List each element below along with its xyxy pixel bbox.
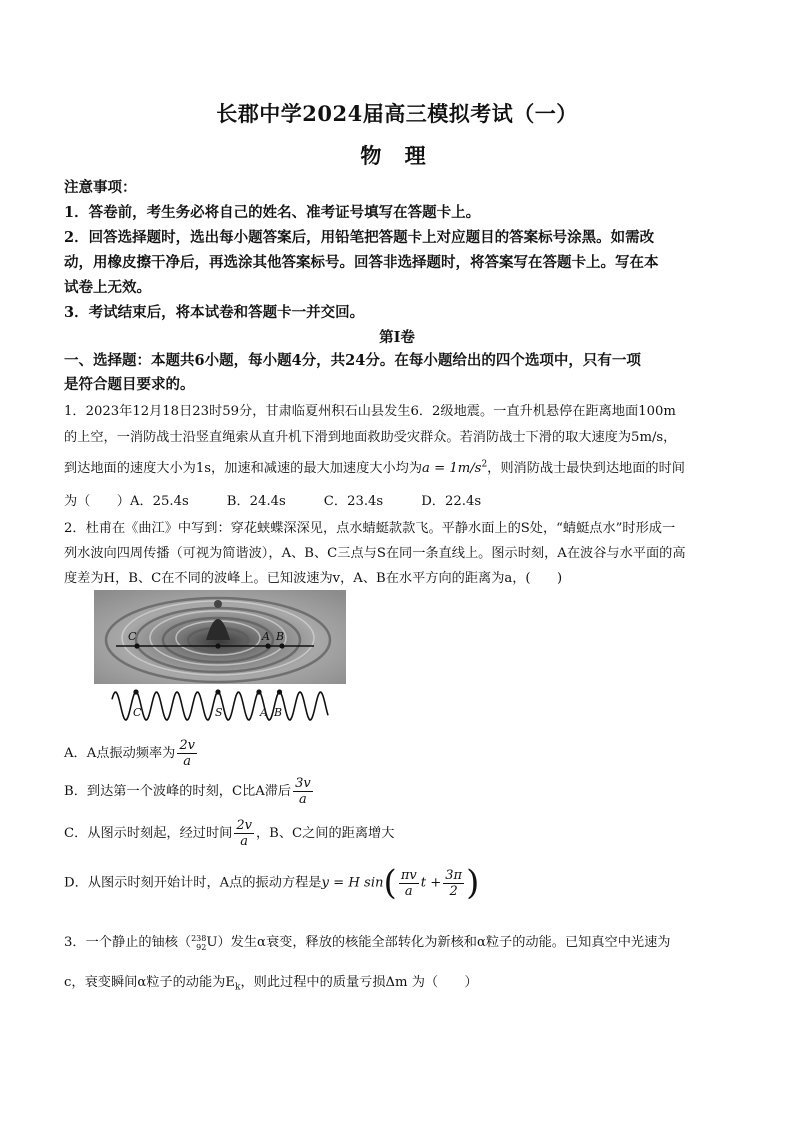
q1-option-d: D．22.4s [421,494,482,509]
q2-option-d-eq: y = H sin [321,875,384,891]
wave-diagram [94,686,346,732]
subject-title: 物 理 [360,143,434,168]
q2-option-b-text: B．到达第一个波峰的时刻，C比A滞后 [64,784,292,799]
q3-ek-subscript: k [234,982,241,993]
q2-option-c-text: C．从图示时刻起，经过时间 [64,826,233,841]
q2-option-a-fraction [177,738,197,769]
wave-label-a: A [260,706,268,719]
note-item-1: 1．答卷前，考生务必将自己的姓名、准考证号填写在答题卡上。 [64,204,481,221]
q3-line-2-tail: ，则此过程中的质量亏损Δm 为（ ） [240,975,478,990]
note-item-2-line-2: 动，用橡皮擦干净后，再选涂其他答案标号。回答非选择题时，将答案写在答题卡上。写在本 [64,254,659,271]
exam-title: 长郡中学2024届高三模拟考试（一） [216,101,578,126]
q2-option-a-num: 2v [179,738,195,753]
q1-option-c: C．23.4s [323,494,384,509]
q1-line-3-tail: ，则消防战士最快到达地面的时间 [487,461,685,476]
q2-option-a-den: a [183,754,192,769]
q2-option-c-fraction [234,818,254,849]
nuclide-numbers [191,934,206,952]
q2-line-2: 列水波向四周传播（可视为简谐波），A、B、C三点与S在同一条直线上。图示时刻，A在波谷与水平面的高 [64,546,686,561]
q1-option-b: B．24.4s [226,494,286,509]
q2-line-3: 度差为H，B、C在不同的波峰上。已知波速为v，A、B在水平方向的距离为a，( ) [64,571,563,586]
q2-option-d-fraction-1 [399,868,419,899]
atomic-number: 92 [196,942,207,952]
q2-option-b [64,776,730,807]
photo-label-a: A [262,630,270,643]
q2-option-a [64,738,730,769]
note-item-3: 3．考试结束后，将本试卷和答题卡一并交回。 [64,304,365,321]
q2-line-1: 2．杜甫在《曲江》中写到：穿花蛱蝶深深见，点水蜻蜓款款飞。平静水面上的S处，“蜻蜓点水”时形成一 [64,521,676,536]
q2-option-b-num: 3v [295,776,311,791]
q2-option-c-den: a [240,834,249,849]
q2-option-d-f1-den: a [404,883,413,899]
notes-heading: 注意事项： [64,179,137,196]
q2-option-b-fraction [293,776,313,807]
nuclide-symbol: U [206,935,218,950]
section-heading-line-1: 一、选择题：本题共6小题，每小题4分，共24分。在每小题给出的四个选项中，只有一项 [64,352,641,369]
q1-acceleration-eq: a = 1m/s [422,461,482,476]
q3-line-1-tail: ）发生α衰变，释放的核能全部转化为新核和α粒子的动能。已知真空中光速为 [217,935,671,950]
note-item-2-line-1: 2．回答选择题时，选出每小题答案后，用铅笔把答题卡上对应题目的答案标号涂黑。如需改 [64,229,655,246]
q2-option-d-text: D．从图示时刻开始计时，A点的振动方程是 [64,875,322,891]
q2-option-b-den: a [299,792,307,807]
wave-label-s: S [215,706,223,719]
q3-line-1 [64,931,730,952]
photo-label-c: C [128,630,137,643]
q1-line-1: 1．2023年12月18日23时59分，甘肃临夏州积石山县发生6．2级地震。一直升机悬停在距离地面100m [64,404,676,419]
section-heading-line-2: 是符合题目要求的。 [64,376,195,393]
q3-line-1-text: 3．一个静止的铀核（ [64,935,192,950]
q3-line-2 [64,971,730,993]
q1-line-3-text: 到达地面的速度大小为1s，加速和减速的最大加速度大小均为 [64,461,423,476]
q1-line-3 [64,457,730,476]
wave-label-b: B [274,706,283,719]
q2-option-d-f2-den: 2 [449,883,458,899]
photo-label-b: B [276,630,285,643]
q1-line-2: 的上空，一消防战士沿竖直绳索从直升机下滑到地面救助受灾群众。若消防战士下滑的取大速度为5m/s， [64,430,677,445]
q1-acceleration-exp: 2 [481,459,488,470]
q1-options [64,490,730,509]
volume-label: 第Ⅰ卷 [379,329,415,346]
q2-option-d-fraction-2 [443,868,464,899]
q1-option-a: A．25.4s [129,494,189,509]
q1-stem-end: 为（ ） [64,494,130,509]
q2-option-d-mid: t + [420,875,442,891]
q3-line-2-text: c，衰变瞬间α粒子的动能为E [64,975,235,990]
q2-option-c-tail: ，B、C之间的距离增大 [255,826,395,841]
water-ripple-photo [94,590,346,684]
q2-option-c [64,818,730,849]
q2-option-d-f1-num: πv [400,867,417,883]
note-item-2-line-3: 试卷上无效。 [64,279,151,296]
q2-option-d: D．从图示时刻开始计时，A点的振动方程是y = H sin( $\frac{\pi v}{a}$ t + $\frac{3\pi}{2}$ ) [64,863,480,903]
mass-number: 238 [191,933,207,943]
q2-option-d-f2-num: 3π [445,867,463,883]
wave-label-c: C [133,706,142,719]
q2-option-a-text: A．A点振动频率为 [64,746,176,761]
q2-option-c-num: 2v [236,818,252,833]
